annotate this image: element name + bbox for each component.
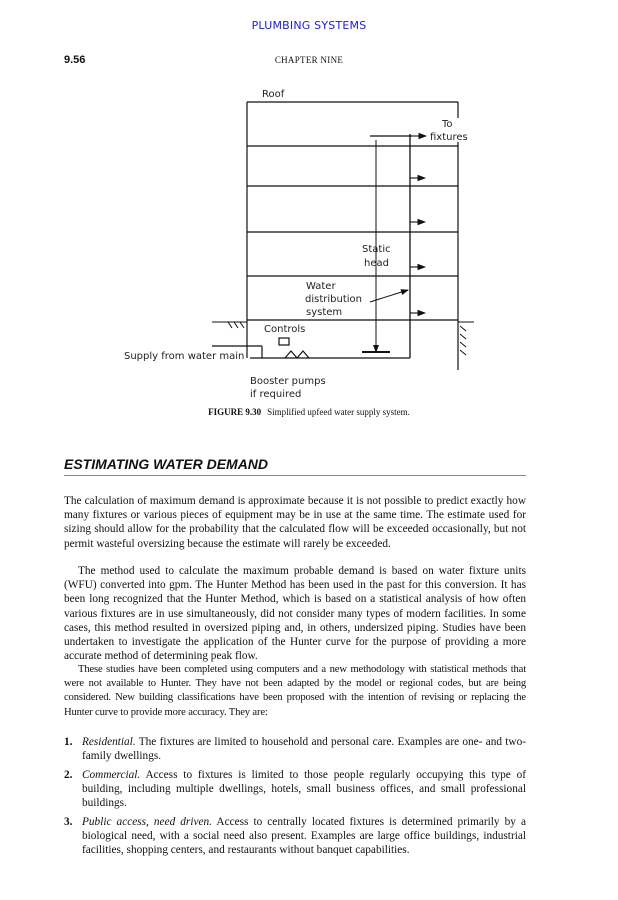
figure-upfeed-diagram xyxy=(110,80,490,410)
roof-label: Roof xyxy=(262,89,285,100)
list-number: 1. xyxy=(64,736,73,748)
caption-text: Simplified upfeed water supply system. xyxy=(267,407,410,417)
running-head: PLUMBING SYSTEMS xyxy=(251,19,367,32)
to-label: To xyxy=(442,119,453,130)
list-term: Commercial. xyxy=(82,769,141,781)
list-term: Residential. xyxy=(82,736,136,748)
ground-hatching xyxy=(212,322,474,355)
list-number: 2. xyxy=(64,769,73,781)
paragraph: These studies have been completed using computers and a new methodology with statistical methods that were not available to Hunter. They have not been adapted by the model or regional codes, but are being considered. New building classifications have been proposed with the intention of revising or replacing the Hunter curve to provide more accuracy. They are: xyxy=(64,664,526,718)
list-text: Access to fixtures is limited to those people regularly occupying this type of building, including multiple dwellings, hotels, small business offices, and small professional buildings. xyxy=(82,769,527,810)
booster-label: Booster pumps xyxy=(250,376,326,387)
paragraph: The calculation of maximum demand is approximate because it is not possible to predict exactly how many fixtures or various pieces of equipment may be in use at the same time. The estimate used for sizing should allow for the probability that the calculated flow will be exceeded occasionally, but not permit wasteful oversizing because the estimate will rarely be exceeded. xyxy=(64,495,526,550)
caption-label: FIGURE 9.30 xyxy=(208,407,262,417)
controls-label: Controls xyxy=(264,324,306,335)
list-item xyxy=(64,768,526,811)
section-rule xyxy=(64,475,526,476)
static-label: Static xyxy=(362,244,391,255)
page-number: 9.56 xyxy=(64,54,86,66)
supply-label: Supply from water main xyxy=(124,351,245,362)
controls-box xyxy=(279,338,289,345)
paragraph: The method used to calculate the maximum probable demand is based on water fixture units (WFU) converted into gpm. The Hunter Method has been used in the past for this conversion. It has been long recognized that the Hunter Method, which is based on a statistical analysis of how often various fixtures are in use simultaneously, did not consider many types of modern facilities. In some cases, this method resulted in oversized piping and, in others, undersized piping. Studies have been undertaken to investigate the application of the Hunter curve for the purpose of providing a more accurate method of determining peak flow. xyxy=(64,565,526,663)
list-item xyxy=(64,735,526,763)
water-label: Water xyxy=(306,281,336,292)
list-text: Access to centrally located fixtures is determined primarily by a biological need, with a social need also present. Examples are large office buildings, industrial facilities, shopping centers, and restaurants without banquet capabilities. xyxy=(82,816,526,857)
if-required-label: if required xyxy=(250,389,302,400)
figure-caption xyxy=(0,407,618,417)
fixture-branch-arrows xyxy=(410,136,426,313)
distribution-label: distribution xyxy=(305,294,362,305)
list-text: The fixtures are limited to household and personal care. Examples are one- and two-family dwellings. xyxy=(82,736,526,763)
head-label: head xyxy=(364,258,389,269)
fixtures-label: fixtures xyxy=(430,132,468,143)
chapter-title: CHAPTER NINE xyxy=(274,55,344,65)
list-term: Public access, need driven. xyxy=(82,816,212,828)
list-item xyxy=(64,815,526,858)
system-label: system xyxy=(306,307,343,318)
section-title: ESTIMATING WATER DEMAND xyxy=(64,456,269,472)
list-number: 3. xyxy=(64,816,73,828)
